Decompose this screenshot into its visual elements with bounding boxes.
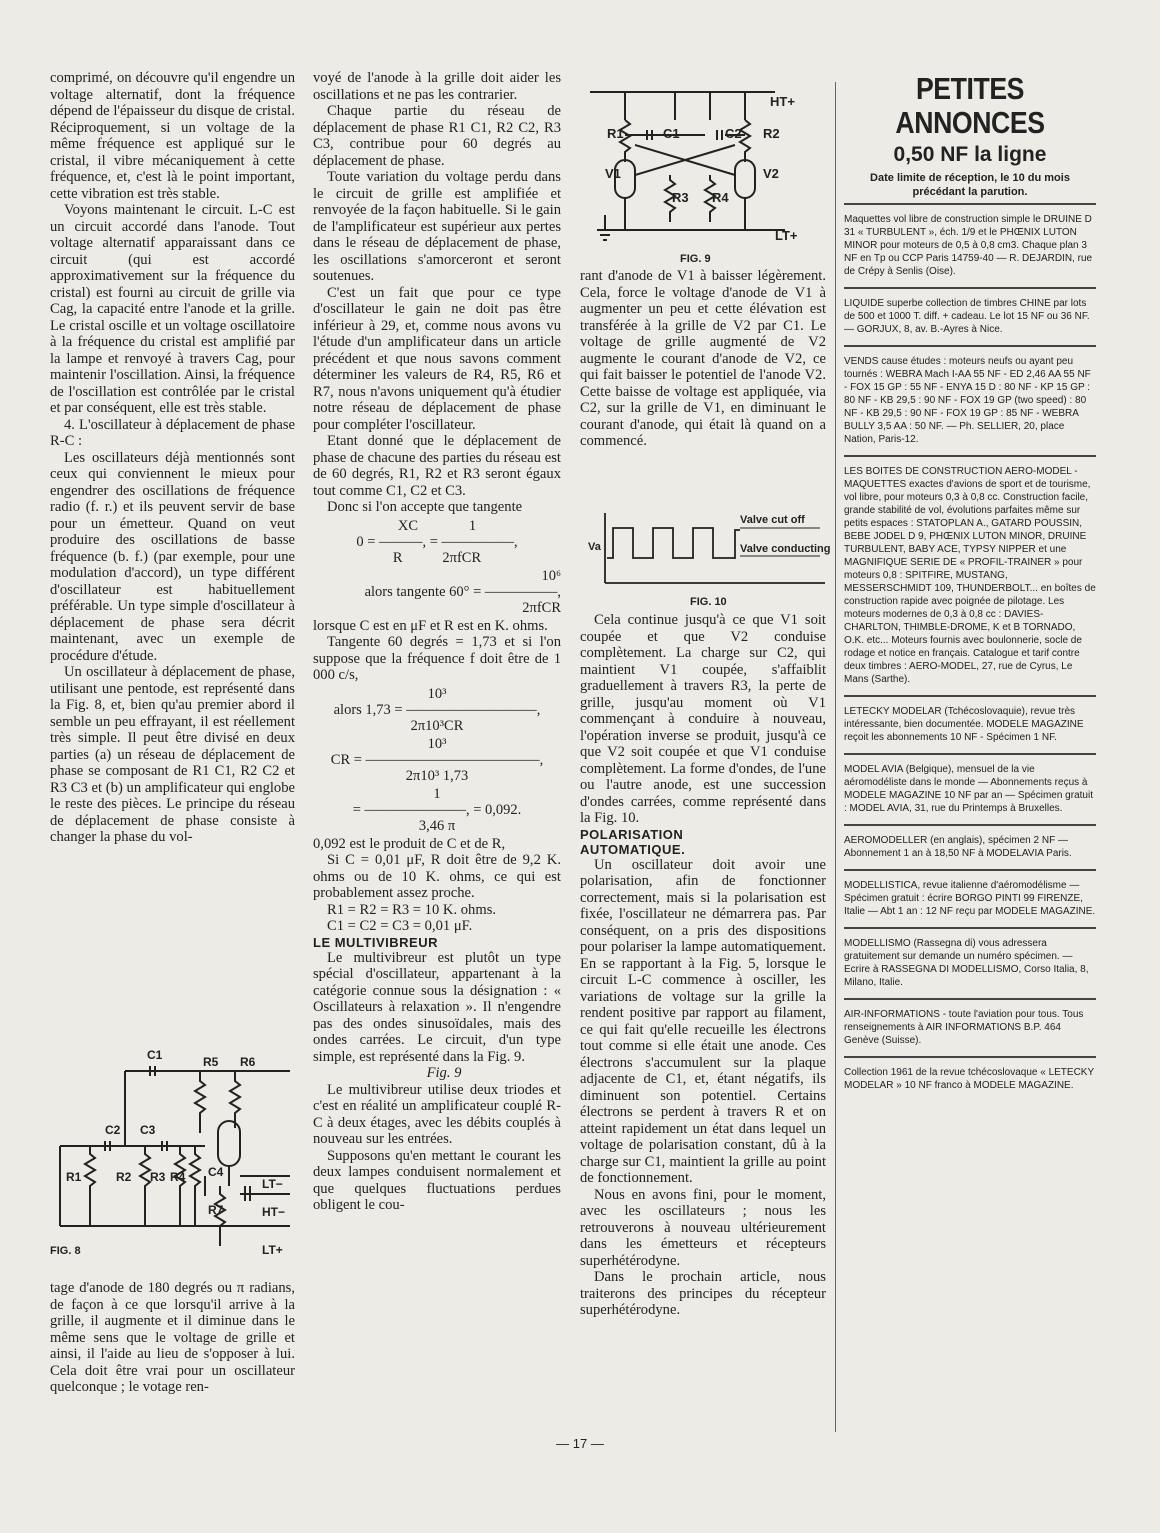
svg-text:R3: R3 [672, 190, 689, 205]
paragraph: Nous en avons fini, pour le moment, avec les oscillateurs ; nous les retrouverons à nouveau ultérieurement dans les émetteurs et récepteurs superhétérodyne. [580, 1186, 826, 1269]
paragraph: voyé de l'anode à la grille doit aider les oscillations et ne pas les contrarier. [313, 70, 561, 103]
svg-text:R7: R7 [208, 1203, 224, 1217]
paragraph: C1 = C2 = C3 = 0,01 μF. [327, 918, 473, 934]
page-number: — 17 — [556, 1436, 604, 1451]
section-heading: POLARISATION [580, 826, 684, 842]
svg-text:V2: V2 [763, 166, 779, 181]
ad-item: Collection 1961 de la revue tchécoslovaque « LETECKY MODELAR » 10 NF franco à MODELE MAGAZINE. [844, 1056, 1096, 1101]
svg-text:HT+: HT+ [770, 94, 795, 109]
paragraph: Etant donné que le déplacement de phase de chacune des parties du réseau est de 60 degrés, R1, R2 et R3 seront égaux tout comme C1, C2 et C3. [313, 433, 561, 499]
svg-text:R4: R4 [170, 1170, 186, 1184]
svg-text:R6: R6 [240, 1055, 256, 1069]
paragraph: lorsque C est en μF et R est en K. ohms. [313, 617, 548, 634]
ad-item: MODELLISTICA, revue italienne d'aéromodélisme — Spécimen gratuit : écrire BORGO PINTI 99 FIRENZE, Italie — Abt 1 an : 12 NF reçu par MODELE MAGAZINE. [844, 869, 1096, 927]
equation-3: 10³ alors 1,73 = —————————, 2π10³CR [333, 685, 541, 734]
paragraph: comprimé, on découvre qu'il engendre un voltage alternatif, dont la fréquence dépend de l'épaisseur du disque de cristal. Réciproquement, si un voltage de la même fréquence est appliqué sur le cristal, il vibre mécaniquement à cette fréquence, et, c'est là le point important, cette vibration est très stable. [50, 70, 295, 202]
paragraph: Si C = 0,01 μF, R doit être de 9,2 K. ohms ou de 10 K. ohms, ce qui est probablement assez proche. [313, 852, 561, 901]
paragraph: Le multivibreur utilise deux triodes et c'est en réalité un amplificateur couplé R-C à deux étages, avec les débits couplés à nouveau sur les entrées. [313, 1081, 561, 1147]
column-1-continued [50, 1280, 295, 1396]
figure-9-diagram [585, 80, 830, 265]
classified-ads [844, 72, 1096, 1101]
ads-title: PETITES ANNONCES [895, 71, 1045, 140]
svg-text:HT−: HT− [262, 1205, 286, 1219]
svg-text:C1: C1 [147, 1048, 163, 1062]
figure-reference: Fig. 9 [426, 1065, 462, 1081]
paragraph: Donc si l'on accepte que tangente [327, 499, 523, 515]
equation-5: 1 = ———————, = 0,092. 3,46 π [352, 785, 522, 834]
svg-text:R2: R2 [763, 126, 780, 141]
column-3 [580, 268, 826, 450]
svg-text:LT+: LT+ [775, 228, 798, 243]
svg-text:V1: V1 [605, 166, 621, 181]
paragraph: Le multivibreur est plutôt un type spécial d'oscillateur, appartenant à la catégorie connue sous la désignation : « Oscillateurs à relaxation ». Il n'engendre pas des ondes sinusoïdales, mais des ondes carrées. Le circuit, d'un type simple, est représenté dans la Fig. 9. [313, 949, 561, 1065]
figure-10-caption: FIG. 10 [690, 596, 727, 608]
paragraph: Cela continue jusqu'à ce que V1 soit coupée et que V2 conduise complètement. La charge sur C2, qui maintient V1 coupée, s'affaiblit graduellement à travers R3, la perte de grille, jusqu'au moment où V1 commençant à conduire à nouveau, l'opération inverse se produit, jusqu'à ce que V2 soit coupée et que V1 conduise complètement. La forme d'ondes, de l'une ou l'autre anode, est une succession d'ondes carrées, comme représenté dans la Fig. 10. [580, 612, 826, 826]
ads-price: 0,50 NF la ligne [893, 143, 1047, 166]
paragraph: Dans le prochain article, nous traiterons des principes du récepteur superhétérodyne. [580, 1269, 826, 1318]
svg-text:R1: R1 [66, 1170, 82, 1184]
ad-item: MODELLISMO (Rassegna di) vous adressera gratuitement sur demande un numéro spécimen. — Ecrire à RASSEGNA DI MODELLISMO, Corso Italia, 8, Milano, Italie. [844, 927, 1096, 998]
paragraph: Un oscillateur doit avoir une polarisation, afin de fonctionner correctement, mais si la polarisation est fixée, l'oscillateur ne démarrera pas. Par conséquent, on a pris des dispositions pour polariser la lampe automatiquement. En se rapportant à la Fig. 5, lorsque le circuit L-C commence à osciller, les variations de voltage sur la grille la rendent positive par rapport au filament, ce qui fait qu'elle recueille les électrons tout comme si elle était une anode. Ces électrons s'accumulent sur la plaque adjacente de C1, et, étant négatifs, ils diminuent son potentiel. Certains électrons se perdent à travers R et on atteint rapidement un état dans lequel un voltage de polarisation constant, dû à la charge sur C1, maintient la grille au point de fonctionnement. [580, 856, 826, 1186]
figure-9-caption: FIG. 9 [680, 253, 711, 265]
svg-text:R1: R1 [607, 126, 624, 141]
equation-4: 10³ CR = ————————————, 2π10³ 1,73 [330, 735, 544, 784]
ad-item: LIQUIDE superbe collection de timbres CHINE par lots de 500 et 1000 T. diff. + cadeau. Le lot 15 NF ou 36 NF. — GORJUX, 8, av. B.-Ayres à Nice. [844, 287, 1096, 345]
paragraph: Un oscillateur à déplacement de phase, utilisant une pentode, est représenté dans la Fig. 8, et, bien qu'au premier abord il semble un peu effrayant, il est réellement très simple. Il peut être divisé en deux parties (a) un réseau de déplacement de phase se composant de R1 C1, R2 C2 et R3 C3 et (b) un amplificateur qui englobe le reste des pièces. Le principe du réseau de déplacement de phase consiste à changer la phase du vol- [50, 664, 295, 845]
section-heading: 4. L'oscillateur à déplacement de phase R-C : [50, 416, 295, 449]
figure-8-diagram [50, 1026, 300, 1266]
figure-10-conducting-label: Valve conducting [740, 543, 830, 555]
svg-text:C4: C4 [208, 1165, 224, 1179]
paragraph: tage d'anode de 180 degrés ou π radians, de façon à ce que lorsqu'il arrive à la grille, il augmente et il diminue dans le même sens que le voltage de grille et ainsi, il l'aide au lieu de s'opposer à lui. Cela doit être vrai pour un oscillateur quelconque ; le votage ren- [50, 1280, 295, 1395]
paragraph: rant d'anode de V1 à baisser légèrement. Cela, force le voltage d'anode de V1 à augmenter un peu et cette élévation est transférée à la grille de V2 par C1. Le voltage de grille augmenté de V2 augmente le courant d'anode de V2, ce qui fait baisser le potentiel de l'anode V2. Cette baisse de voltage est appliquée, via C2, sur la grille de V1, en diminuant le courant d'anode, qui était là quand on a commencé. [580, 268, 826, 449]
equation-1: XC 1 0 = ———, = —————, R 2πfCR [356, 517, 518, 566]
svg-text:C1: C1 [663, 126, 680, 141]
paragraph: 0,092 est le produit de C et de R, [313, 835, 506, 852]
ad-item: MODEL AVIA (Belgique), mensuel de la vie aéromodéliste dans le monde — Abonnements reçus à MODELE MAGAZINE 10 NF par an — Spécimen gratuit : MODEL AVIA, 31, rue du Printemps à Bruxelles. [844, 753, 1096, 824]
column-3-continued [580, 612, 826, 1319]
paragraph: Voyons maintenant le circuit. L-C est un circuit accordé dans l'anode. Tout voltage alternatif apparaissant dans ce circuit (qui est accordé approximativement sur la fréquence du cristal) est fourni au circuit de grille via Cag, la capacité entre l'anode et la grille. Le cristal oscille et un voltage oscillatoire à la fréquence du cristal est amplifié par la lampe et renvoyé à travers Cag, pour maintenir l'oscillation. Ainsi, la fréquence de l'oscillation est contrôlée par le cristal et par conséquent, elle est très stable. [50, 202, 295, 416]
column-divider [835, 82, 836, 1432]
svg-text:R5: R5 [203, 1055, 219, 1069]
paragraph: R1 = R2 = R3 = 10 K. ohms. [327, 901, 497, 918]
svg-text:LT+: LT+ [262, 1243, 283, 1257]
svg-text:C2: C2 [105, 1123, 121, 1137]
paragraph: C'est un fait que pour ce type d'oscillateur le gain ne doit pas être inférieur à 29, et, comme nous avons vu l'étude d'un amplificateur dans un article précédent et que nous savons comment déterminer les valeurs de R4, R5, R6 et R7, nous n'avons uniquement qu'à étudier notre réseau de déplacement de phase pour compléter l'oscillateur. [313, 284, 561, 433]
section-heading: AUTOMATIQUE. [580, 841, 686, 857]
paragraph: Les oscillateurs déjà mentionnés sont ceux qui conviennent le mieux pour engendrer des oscillations de fréquence radio (f. r.) et ils peuvent servir de base pour un émetteur. Quand on veut produire des oscillations de basse fréquence (b. f.) (par exemple, pour une modulation d'accord), un type différent d'oscillateur est habituellement préférable. Un type simple d'oscillateur à déplacement de phase sera décrit maintenant, avec un exemple de procédure d'étude. [50, 449, 295, 664]
column-2 [313, 70, 561, 1214]
figure-10-cutoff-label: Valve cut off [740, 514, 805, 526]
ads-deadline: Date limite de réception, le 10 du mois précédant la parution. [870, 172, 1070, 198]
ad-item: Maquettes vol libre de construction simple le DRUINE D 31 « TURBULENT », éch. 1/9 et le PHŒNIX LUTON MINOR pour moteurs de 0,5 à 0,8 cm3. Chaque plan 3 NF en Tp ou CCP Paris 14759-40 — R. DEJARDIN, rue de Crépy à Senlis (Oise). [844, 203, 1096, 287]
svg-text:C3: C3 [140, 1123, 156, 1137]
svg-text:LT−: LT− [262, 1177, 283, 1191]
ad-item: LETECKY MODELAR (Tchécoslovaquie), revue très intéressante, bien documentée. MODELE MAGAZINE reçoit les abonnements 10 NF - Spécimen 1 NF. [844, 695, 1096, 753]
ad-item: AEROMODELLER (en anglais), spécimen 2 NF — Abonnement 1 an à 18,50 NF à MODELAVIA Paris. [844, 824, 1096, 869]
section-heading: LE MULTIVIBREUR [313, 934, 438, 950]
figure-10-va: Va [588, 541, 601, 553]
equation-2: 10⁶ alors tangente 60° = —————, 2πfCR [364, 567, 561, 616]
svg-text:R3: R3 [150, 1170, 166, 1184]
ad-item: LES BOITES DE CONSTRUCTION AERO-MODEL - MAQUETTES exactes d'avions de sport et de tourisme, vol libre, pour moteurs 0,3 à 0,8 cc. Construction facile, grande stabilité de vol, évolutions parfaites même sur petits espaces : STATOPLAN A., GATARD POUSSIN, BEBE JODEL D 9, PHŒNIX LUTON MINOR, DRUINE TURBULENT, BABY ACE, TYPSY NIPPER et une MAGNIFIQUE SERIE DE « PROFIL-TRAINER » pour moteurs 0,8 : SPITFIRE, MUSTANG, MESSERSCHMIDT 109, THUNDERBOLT... en boîtes de construction rapide avec poignée de pilotage. Les moteurs modernes de 0,3 à 0,8 cc : DAVIES-CHARLTON, THIMBLE-DROME, K et B TORNADO, O.K. etc... Moteurs fournis avec boulonnerie, socle de rodage et notice en français. Catalogue et tarif contre deux timbres : AERO-MODEL, 27, rue de Cyrus, Le Mans (Sarthe). [844, 455, 1096, 695]
paragraph: Tangente 60 degrés = 1,73 et si l'on suppose que la fréquence f doit être de 1 000 c/s, [313, 634, 561, 683]
paragraph: Supposons qu'en mettant le courant les deux lampes conduisent normalement et que quelques fluctuations perdues obligent le cou- [313, 1147, 561, 1213]
ad-item: AIR-INFORMATIONS - toute l'aviation pour tous. Tous renseignements à AIR INFORMATIONS B.P. 464 Genève (Suisse). [844, 998, 1096, 1056]
svg-text:R4: R4 [712, 190, 729, 205]
figure-10-diagram [585, 508, 830, 608]
figure-8-caption: FIG. 8 [50, 1245, 81, 1257]
column-1 [50, 70, 295, 846]
ad-item: VENDS cause études : moteurs neufs ou ayant peu tournés : WEBRA Mach I-AA 55 NF - ED 2,46 AA 55 NF - FOX 15 GP : 55 NF - ENYA 15 D : 80 NF - KP 15 GP : 80 NF - KB 29,5 : 90 NF - FOX 19 GP (two speed) : 80 NF - KB 29,5 : 90 NF - FOX 19 GP : 85 NF - WEBRA BULLY 3,5 AA : 50 NF. — Ph. SELLIER, 20, place Nation, Paris-12. [844, 345, 1096, 455]
svg-text:C2: C2 [725, 126, 742, 141]
svg-text:R2: R2 [116, 1170, 132, 1184]
paragraph: Toute variation du voltage perdu dans le circuit de grille est amplifiée et renvoyée de la façon habituelle. Si le gain de l'amplificateur est supérieur aux pertes dans le réseau de déplacement de phase, les oscillations s'amorceront et seront soutenues. [313, 169, 561, 284]
paragraph: Chaque partie du réseau de déplacement de phase R1 C1, R2 C2, R3 C3, contribue pour 60 degrés au déplacement de phase. [313, 103, 561, 169]
